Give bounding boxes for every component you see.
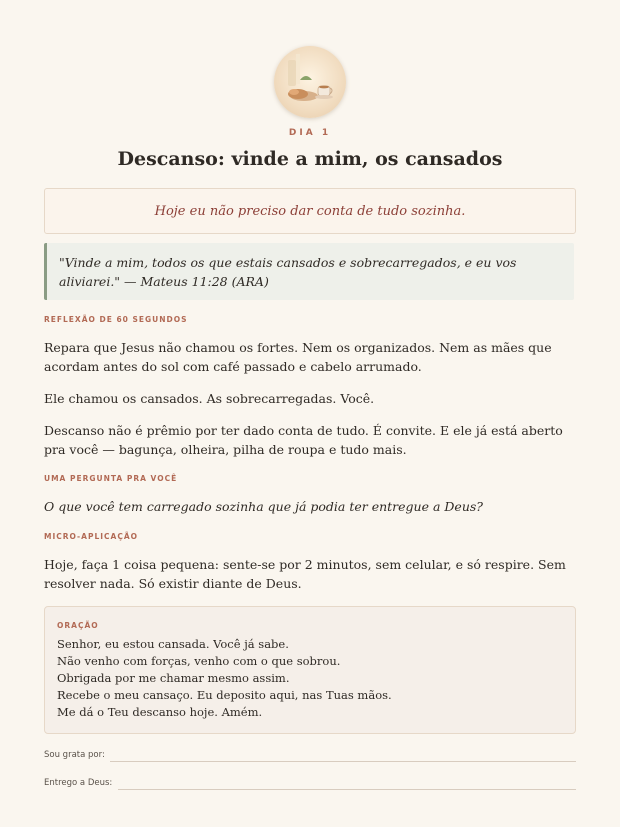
prayer-line: Obrigada por me chamar mesmo assim. bbox=[57, 671, 290, 685]
affirmation-box bbox=[44, 188, 576, 234]
prayer-line: Senhor, eu estou cansada. Você já sabe. bbox=[57, 637, 289, 651]
prayer-box bbox=[44, 606, 576, 734]
surrender-write-line[interactable] bbox=[118, 789, 576, 790]
grateful-label: Sou grata por: bbox=[44, 750, 105, 760]
question-label: UMA PERGUNTA PRA VOCÊ bbox=[44, 474, 178, 483]
micro-application-label: MICRO-APLICAÇÃO bbox=[44, 532, 139, 541]
micro-application-text: Hoje, faça 1 coisa pequena: sente-se por 2 minutos, sem celular, e só respire. Sem resolver nada. Só existir diante de Deus. bbox=[44, 557, 566, 591]
question-text: O que você tem carregado sozinha que já podia ter entregue a Deus? bbox=[44, 499, 483, 514]
reflection-paragraph: Ele chamou os cansados. As sobrecarregadas. Você. bbox=[44, 391, 375, 406]
scripture-quote bbox=[44, 243, 574, 300]
grateful-field[interactable] bbox=[44, 750, 576, 764]
breakfast-illustration-icon bbox=[274, 46, 346, 118]
reflection-label: REFLEXÃO DE 60 SEGUNDOS bbox=[44, 315, 188, 324]
page-title: Descanso: vinde a mim, os cansados bbox=[117, 148, 503, 170]
prayer-label: ORAÇÃO bbox=[57, 621, 99, 630]
reflection-paragraph: Descanso não é prêmio por ter dado conta de tudo. É convite. E ele já está aberto pra você — bagunça, olheira, pilha de roupa e tudo mais. bbox=[44, 423, 563, 457]
prayer-line: Me dá o Teu descanso hoje. Amém. bbox=[57, 705, 263, 719]
prayer-line: Recebe o meu cansaço. Eu deposito aqui, nas Tuas mãos. bbox=[57, 688, 392, 702]
affirmation-text: Hoje eu não preciso dar conta de tudo sozinha. bbox=[154, 203, 466, 219]
surrender-field[interactable] bbox=[44, 778, 576, 792]
day-label: DIA 1 bbox=[288, 128, 332, 138]
surrender-label: Entrego a Deus: bbox=[44, 778, 113, 788]
emblem-art bbox=[274, 46, 346, 118]
prayer-line: Não venho com forças, venho com o que sobrou. bbox=[57, 654, 341, 668]
verse-text: "Vinde a mim, todos os que estais cansados e sobrecarregados, e eu vos aliviarei." — Mateus 11:28 (ARA) bbox=[59, 255, 517, 289]
reflection-paragraph: Repara que Jesus não chamou os fortes. Nem os organizados. Nem as mães que acordam antes do sol com café passado e cabelo arrumado. bbox=[44, 340, 552, 374]
grateful-write-line[interactable] bbox=[110, 761, 576, 762]
